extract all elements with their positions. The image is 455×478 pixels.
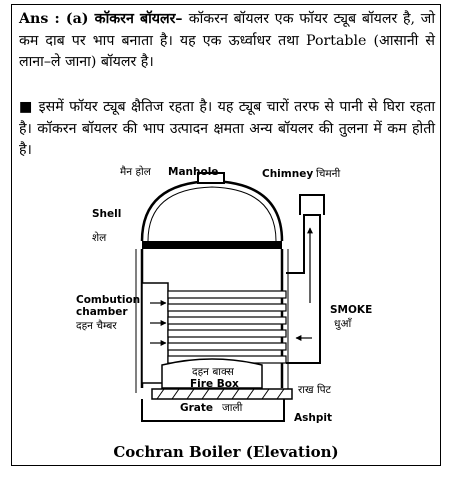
combustion-label-hi: दहन चैम्बर — [76, 320, 117, 332]
dome-outline — [142, 181, 282, 241]
ashpit-label-en: Ashpit — [294, 412, 332, 424]
answer-intro-paragraph — [19, 9, 435, 74]
answer-card — [11, 4, 441, 466]
smoke-label-hi: धुआँ — [334, 318, 352, 330]
answer-detail: इसमें फॉयर ट्यूब क्षैतिज रहता है। यह ट्यूब चारों तरफ से पानी से घिरा रहता है। कॉकरन बॉयलर की भाप उत्पादन क्षमता अन्य बॉयलर की तुलना में कम होती है। — [19, 99, 435, 158]
chimney-label-hi: चिमनी — [316, 168, 341, 180]
grate-label-hi: जाली — [222, 402, 243, 414]
firebox-label-hi: दहन बाक्स — [192, 366, 234, 378]
firebox-label-en: Fire Box — [190, 378, 239, 390]
smoke-box — [286, 215, 320, 363]
combustion-label-en-2: chamber — [76, 306, 128, 318]
smoke-label-en: SMOKE — [330, 304, 373, 316]
manhole-label-hi: मैन होल — [120, 166, 151, 178]
cochran-boiler-diagram — [72, 153, 392, 435]
grate-label-en: Grate — [180, 402, 214, 414]
answer-prefix: Ans : (a) कॉकरन बॉयलर– — [19, 11, 189, 27]
dome-inner — [148, 187, 276, 241]
combustion-label-en-1: Combution — [76, 294, 141, 306]
answer-intro: कॉकरन बॉयलर एक फॉयर ट्यूब बॉयलर है, जो कम दाब पर भाप बनाता है। यह एक ऊर्ध्वाधर तथा Portable (आसानी से लाना–ले जाना) बॉयलर है। — [19, 11, 435, 70]
chimney — [300, 195, 324, 215]
shell-label-hi: शेल — [92, 232, 107, 244]
water-level — [142, 241, 282, 249]
answer-detail-paragraph — [19, 97, 435, 162]
shell-label-en: Shell — [92, 208, 122, 220]
figure-caption: Cochran Boiler (Elevation) — [113, 443, 339, 461]
ashpit-label-hi: राख पिट — [298, 384, 331, 396]
bullet-square-icon: ■ — [19, 99, 34, 115]
manhole-label-en: Manhole — [168, 166, 219, 178]
chimney-label-en: Chimney — [262, 168, 314, 180]
fire-tubes — [168, 291, 286, 363]
